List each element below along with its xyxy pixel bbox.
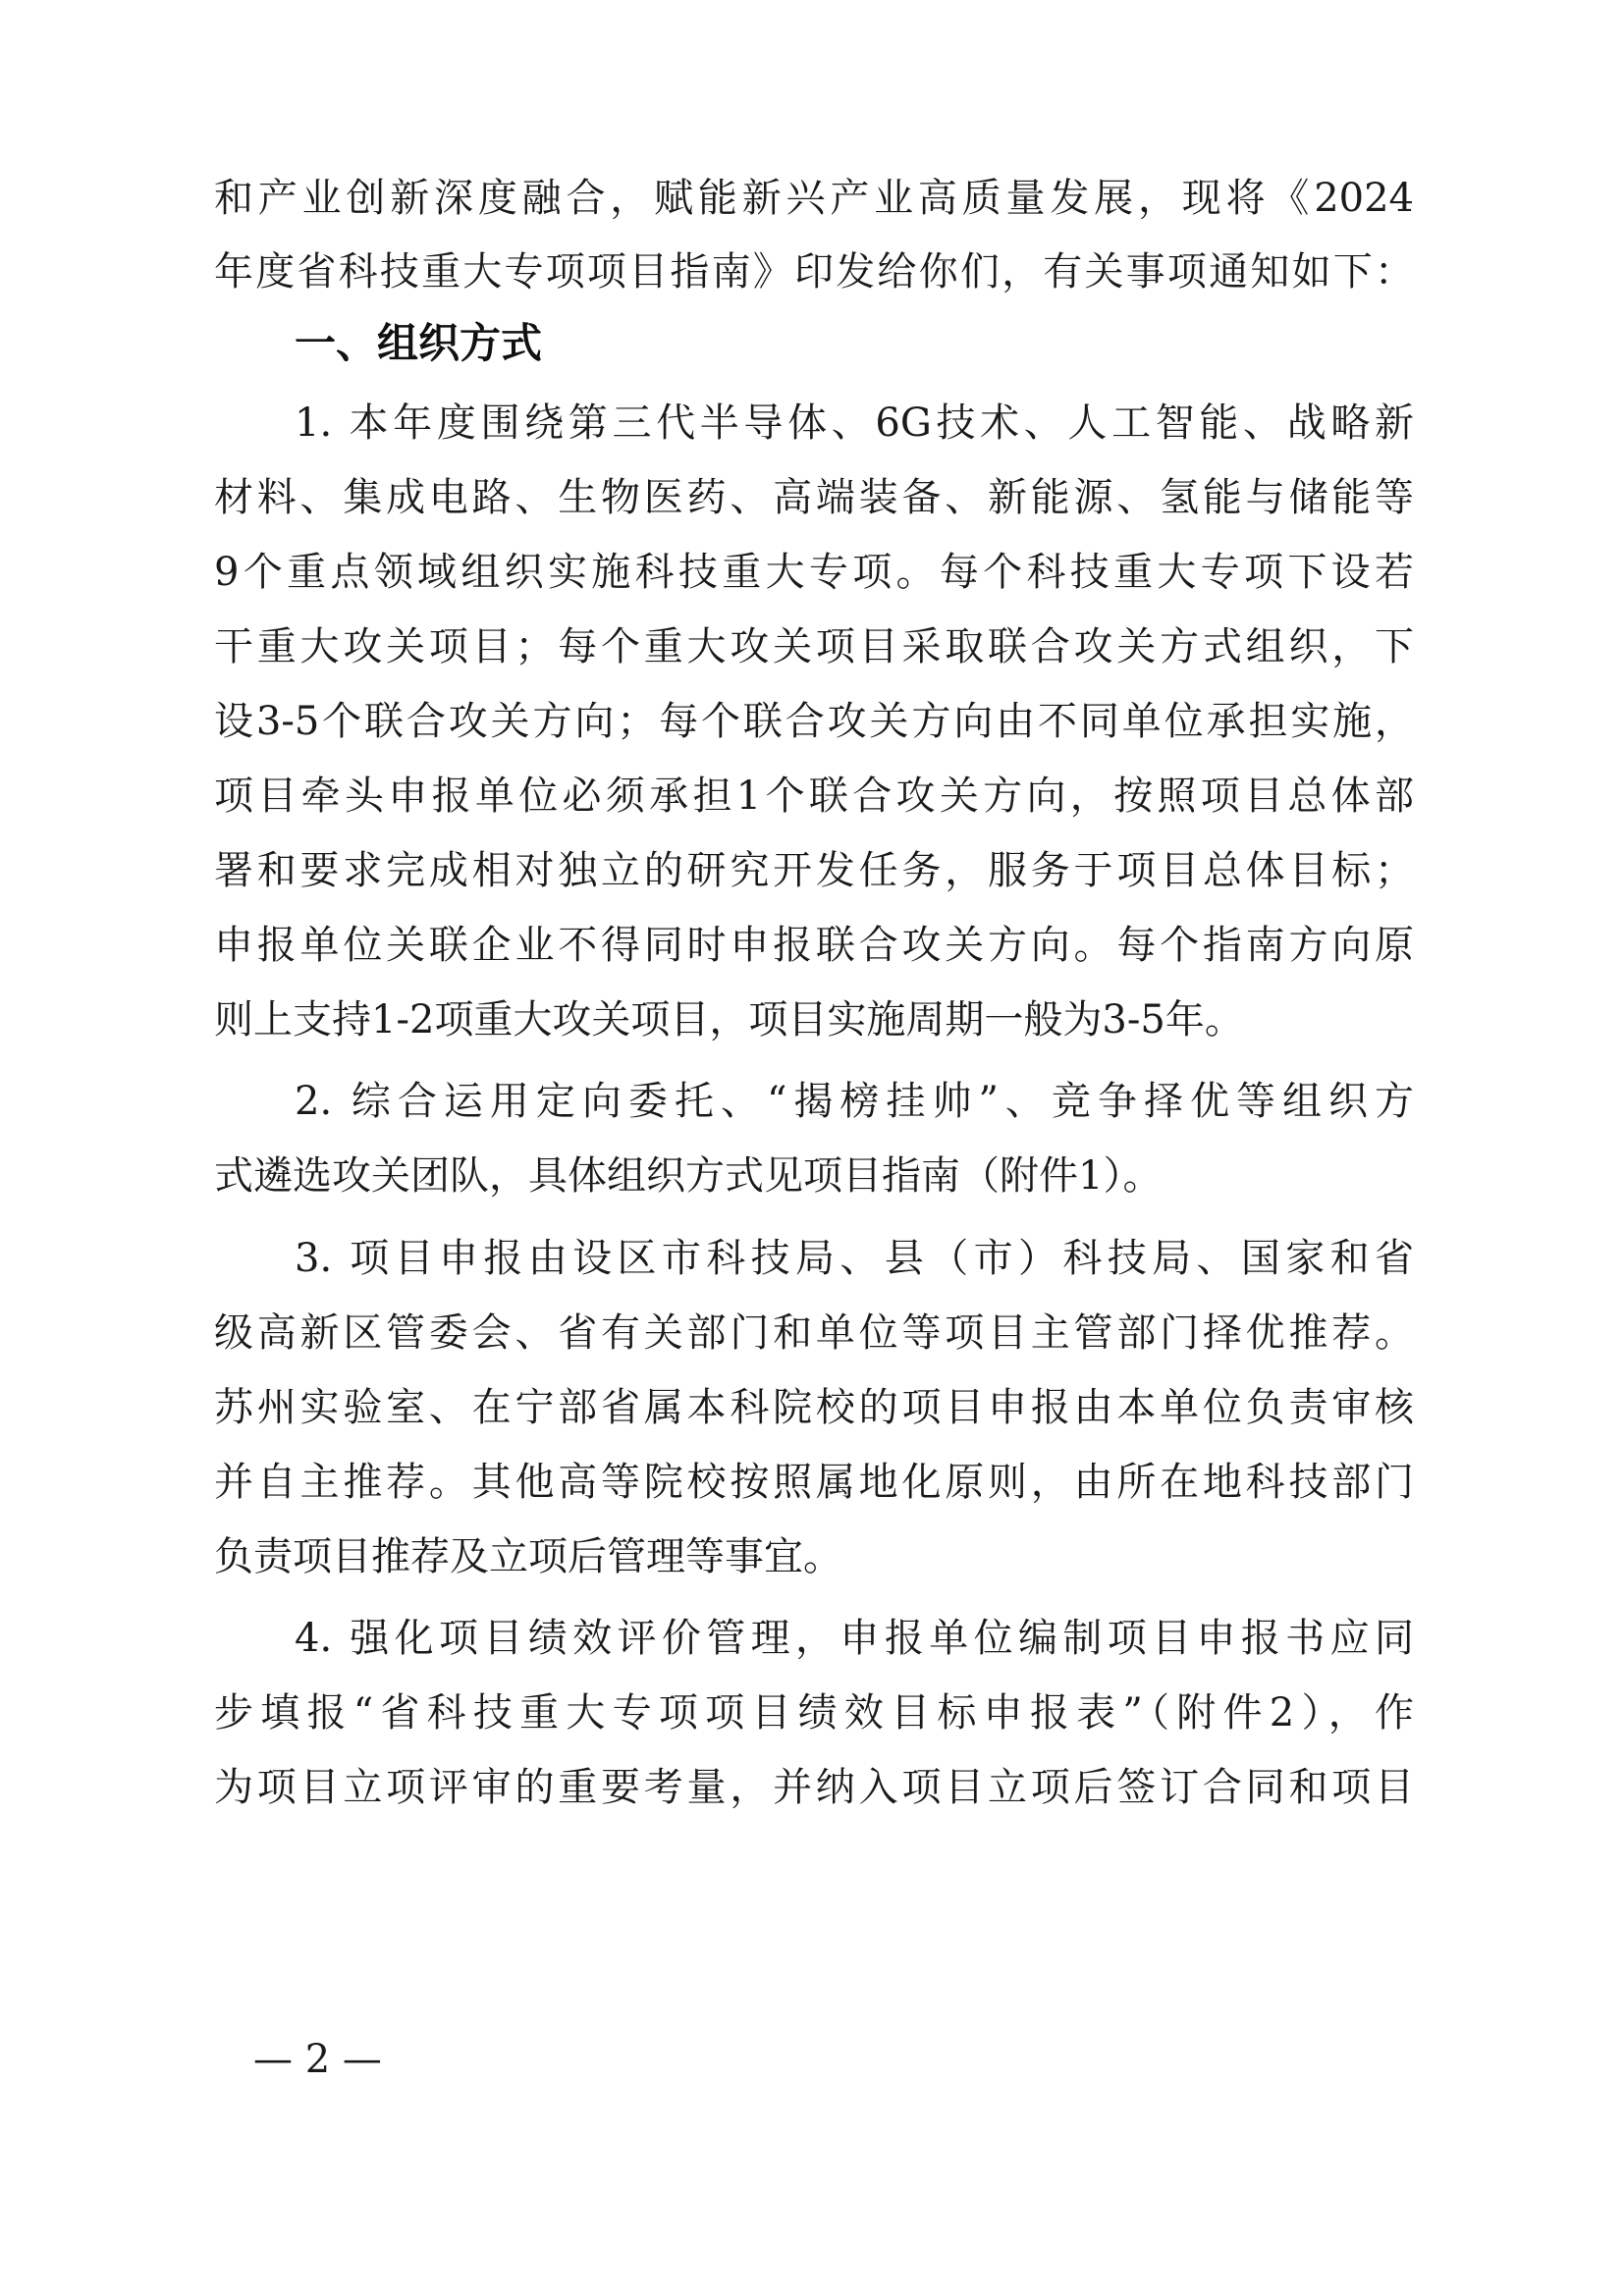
text-line: 设3-5个联合攻关方向；每个联合攻关方向由不同单位承担实施，	[214, 699, 1414, 744]
text-line: 署和要求完成相对独立的研究开发任务，服务于项目总体目标；	[214, 848, 1414, 893]
text-line: 负责项目推荐及立项后管理等事宜。	[214, 1534, 842, 1579]
text-line: 年度省科技重大专项项目指南》印发给你们，有关事项通知如下：	[214, 249, 1414, 294]
text-line: 干重大攻关项目；每个重大攻关项目采取联合攻关方式组织，下	[214, 624, 1414, 669]
text-line: 级高新区管委会、省有关部门和单位等项目主管部门择优推荐。	[214, 1310, 1414, 1356]
text-line: 并自主推荐。其他高等院校按照属地化原则，由所在地科技部门	[214, 1460, 1414, 1505]
text-line: 3. 项目申报由设区市科技局、县（市）科技局、国家和省	[295, 1236, 1414, 1281]
text-line: 苏州实验室、在宁部省属本科院校的项目申报由本单位负责审核	[214, 1385, 1414, 1430]
page-number: — 2 —	[253, 2037, 382, 2082]
text-line: 项目牵头申报单位必须承担1个联合攻关方向，按照项目总体部	[214, 774, 1414, 819]
text-line: 材料、集成电路、生物医药、高端装备、新能源、氢能与储能等	[214, 475, 1414, 520]
text-line: 4. 强化项目绩效评价管理，申报单位编制项目申报书应同	[295, 1616, 1414, 1661]
text-line: 式遴选攻关团队，具体组织方式见项目指南（附件1）。	[214, 1153, 1163, 1199]
text-line: 步填报“省科技重大专项项目绩效目标申报表”（附件2），作	[214, 1690, 1414, 1735]
section-heading: 一、组织方式	[295, 319, 543, 367]
text-line: 2. 综合运用定向委托、“揭榜挂帅”、竞争择优等组织方	[295, 1079, 1414, 1124]
text-line: 9个重点领域组织实施科技重大专项。每个科技重大专项下设若	[214, 550, 1414, 595]
text-line: 则上支持1-2项重大攻关项目，项目实施周期一般为3-5年。	[214, 997, 1244, 1042]
text-line: 为项目立项评审的重要考量，并纳入项目立项后签订合同和项目	[214, 1765, 1414, 1810]
text-line: 和产业创新深度融合，赋能新兴产业高质量发展，现将《2024	[214, 176, 1414, 221]
text-line: 1. 本年度围绕第三代半导体、6G技术、人工智能、战略新	[295, 400, 1414, 446]
text-line: 申报单位关联企业不得同时申报联合攻关方向。每个指南方向原	[214, 923, 1414, 968]
